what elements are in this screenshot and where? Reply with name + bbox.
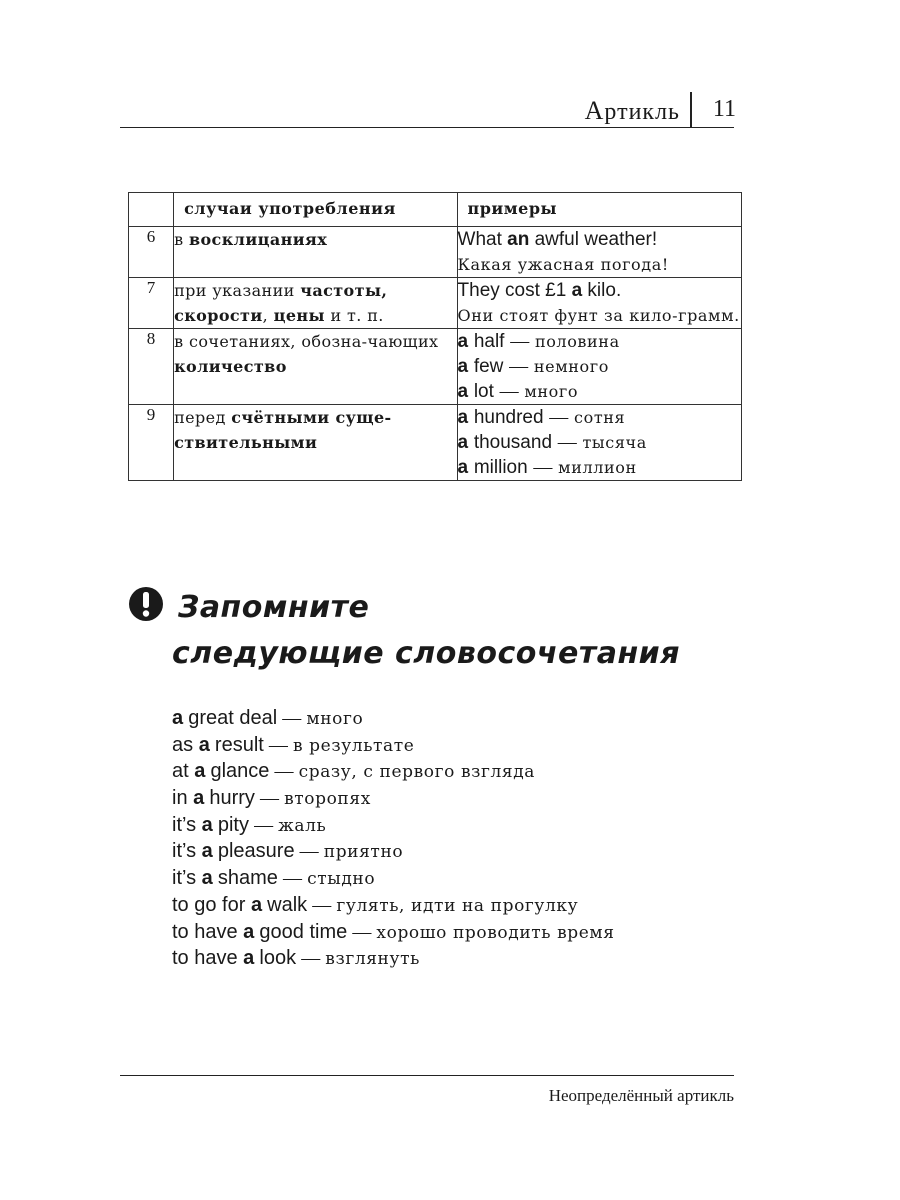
- em-dash: —: [499, 381, 519, 402]
- case-text: в: [174, 230, 189, 249]
- em-dash: —: [533, 457, 553, 478]
- example-cell: [457, 227, 741, 278]
- article-highlight: a: [243, 920, 255, 943]
- case-text: и т. п.: [324, 306, 384, 325]
- phrase-item: [172, 838, 615, 865]
- exclamation-circle-icon: [128, 586, 164, 622]
- phrase-item: [172, 785, 615, 812]
- english-word: half: [473, 331, 505, 352]
- case-text: при указании: [174, 281, 301, 300]
- russian-translation: много: [524, 382, 579, 401]
- phrase-translation: в результате: [293, 735, 415, 756]
- table-row: [129, 278, 742, 329]
- english-word: hundred: [473, 407, 544, 428]
- case-text: перед: [174, 408, 232, 427]
- russian-translation: миллион: [558, 458, 637, 477]
- phrase-translation: приятно: [323, 842, 404, 863]
- phrase-prefix: it’s: [172, 813, 202, 836]
- article-highlight: a: [250, 893, 263, 916]
- article-highlight: a: [457, 356, 469, 377]
- article-highlight: a: [457, 432, 469, 453]
- phrase-prefix: in: [172, 787, 194, 810]
- article-highlight: an: [507, 229, 530, 250]
- example-line: [458, 227, 741, 252]
- running-header-title: Артикль: [584, 96, 680, 125]
- em-dash: —: [557, 432, 577, 453]
- example-line: [458, 278, 741, 303]
- em-dash: —: [312, 894, 332, 916]
- example-line: [458, 379, 741, 404]
- table-header-row: [129, 193, 742, 227]
- article-highlight: a: [194, 760, 206, 783]
- article-highlight: a: [457, 407, 469, 428]
- phrase-item: [172, 758, 615, 785]
- example-line: [458, 455, 741, 480]
- case-keyword: цены: [273, 306, 325, 325]
- english-word: lot: [473, 381, 494, 402]
- phrase-item: [172, 812, 615, 839]
- russian-translation: тысяча: [582, 433, 647, 452]
- article-highlight: a: [457, 381, 469, 402]
- em-dash: —: [352, 921, 372, 943]
- example-text: kilo.: [582, 280, 622, 301]
- phrase-word: look: [259, 947, 297, 970]
- phrase-word: walk: [267, 893, 308, 916]
- usage-case-cell: [174, 329, 457, 405]
- article-highlight: a: [571, 280, 583, 301]
- footer-rule: [120, 1075, 734, 1076]
- usage-case-cell: [174, 227, 457, 278]
- phrase-prefix: to have: [172, 947, 244, 970]
- remember-heading-line2: следующие словосочетания: [172, 636, 680, 671]
- em-dash: —: [299, 841, 319, 863]
- phrase-translation: гулять, идти на прогулку: [336, 895, 579, 916]
- case-keyword: количество: [174, 357, 287, 376]
- article-highlight: a: [201, 813, 213, 836]
- case-text: ,: [262, 306, 274, 325]
- row-number: 8: [129, 329, 174, 405]
- phrase-prefix: to have: [172, 920, 244, 943]
- article-highlight: a: [457, 457, 469, 478]
- english-word: thousand: [473, 432, 553, 453]
- header-num-cell: [129, 193, 174, 227]
- page-number: 11: [712, 96, 736, 122]
- usage-table: [128, 192, 742, 481]
- phrase-prefix: it’s: [172, 867, 202, 890]
- phrase-translation: сразу, с первого взгляда: [298, 762, 536, 783]
- phrase-prefix: as: [172, 733, 199, 756]
- phrase-list: [172, 705, 615, 972]
- phrase-word: pity: [217, 813, 249, 836]
- em-dash: —: [510, 331, 530, 352]
- example-line: [458, 354, 741, 379]
- example-line: [458, 430, 741, 455]
- example-cell: [457, 405, 741, 481]
- phrase-translation: стыдно: [307, 869, 376, 890]
- example-line: Они стоят фунт за кило-грамм.: [457, 306, 740, 325]
- example-text: They cost £1: [457, 280, 572, 301]
- phrase-word: pleasure: [217, 840, 295, 863]
- phrase-word: result: [214, 733, 264, 756]
- phrase-prefix: it’s: [172, 840, 202, 863]
- example-text: What: [457, 229, 508, 250]
- example-line: Какая ужасная погода!: [457, 255, 669, 274]
- article-highlight: a: [172, 707, 184, 729]
- row-number: 6: [129, 227, 174, 278]
- case-text: в сочетаниях, обозна-чающих: [174, 332, 439, 351]
- table-row: [129, 227, 742, 278]
- em-dash: —: [509, 356, 529, 377]
- table-row: [129, 329, 742, 405]
- remember-heading: [172, 585, 680, 677]
- article-highlight: a: [193, 787, 205, 810]
- phrase-prefix: to go for: [172, 893, 251, 916]
- running-footer: Неопределённый артикль: [548, 1086, 734, 1105]
- example-line: [458, 405, 741, 430]
- em-dash: —: [282, 708, 302, 729]
- em-dash: —: [549, 407, 569, 428]
- usage-case-cell: [174, 405, 457, 481]
- article-highlight: a: [201, 840, 213, 863]
- header-divider: [690, 92, 692, 128]
- em-dash: —: [268, 734, 288, 756]
- phrase-word: shame: [217, 867, 278, 890]
- russian-translation: немного: [533, 357, 609, 376]
- em-dash: —: [260, 788, 280, 810]
- row-number: 7: [129, 278, 174, 329]
- phrase-item: [172, 732, 615, 759]
- case-keyword: восклицаниях: [188, 230, 328, 249]
- phrase-translation: второпях: [284, 789, 371, 810]
- phrase-word: good time: [259, 920, 348, 943]
- em-dash: —: [254, 814, 274, 836]
- phrase-translation: взглянуть: [325, 949, 420, 970]
- em-dash: —: [301, 948, 321, 970]
- phrase-item: [172, 865, 615, 892]
- phrase-translation: хорошо проводить время: [376, 922, 615, 943]
- article-highlight: a: [243, 947, 255, 970]
- phrase-item: [172, 705, 615, 732]
- table-row: [129, 405, 742, 481]
- header-cases: случаи употребления: [174, 193, 457, 227]
- phrase-translation: много: [306, 709, 364, 729]
- header-examples: примеры: [457, 193, 741, 227]
- row-number: 9: [129, 405, 174, 481]
- english-word: million: [473, 457, 528, 478]
- article-highlight: a: [198, 733, 210, 756]
- example-cell: [457, 278, 741, 329]
- article-highlight: a: [457, 331, 469, 352]
- phrase-word: hurry: [209, 787, 255, 810]
- example-cell: [457, 329, 741, 405]
- case-keyword: счётными суще-ствительными: [174, 408, 392, 452]
- phrase-item: [172, 945, 615, 972]
- header-rule: [120, 127, 734, 128]
- russian-translation: половина: [534, 332, 620, 351]
- em-dash: —: [282, 868, 302, 890]
- russian-translation: сотня: [574, 408, 626, 427]
- phrase-word: glance: [210, 760, 270, 783]
- usage-case-cell: [174, 278, 457, 329]
- em-dash: —: [274, 761, 294, 783]
- phrase-word: great deal: [188, 707, 278, 729]
- phrase-translation: жаль: [278, 815, 327, 836]
- example-text: awful weather!: [529, 229, 658, 250]
- phrase-prefix: at: [172, 760, 195, 783]
- article-highlight: a: [201, 867, 213, 890]
- case-keyword: частоты, скорости: [174, 281, 388, 325]
- phrase-item: [172, 892, 615, 919]
- english-word: few: [473, 356, 504, 377]
- phrase-item: [172, 919, 615, 946]
- remember-heading-line1: Запомните: [178, 590, 370, 625]
- example-line: [458, 329, 741, 354]
